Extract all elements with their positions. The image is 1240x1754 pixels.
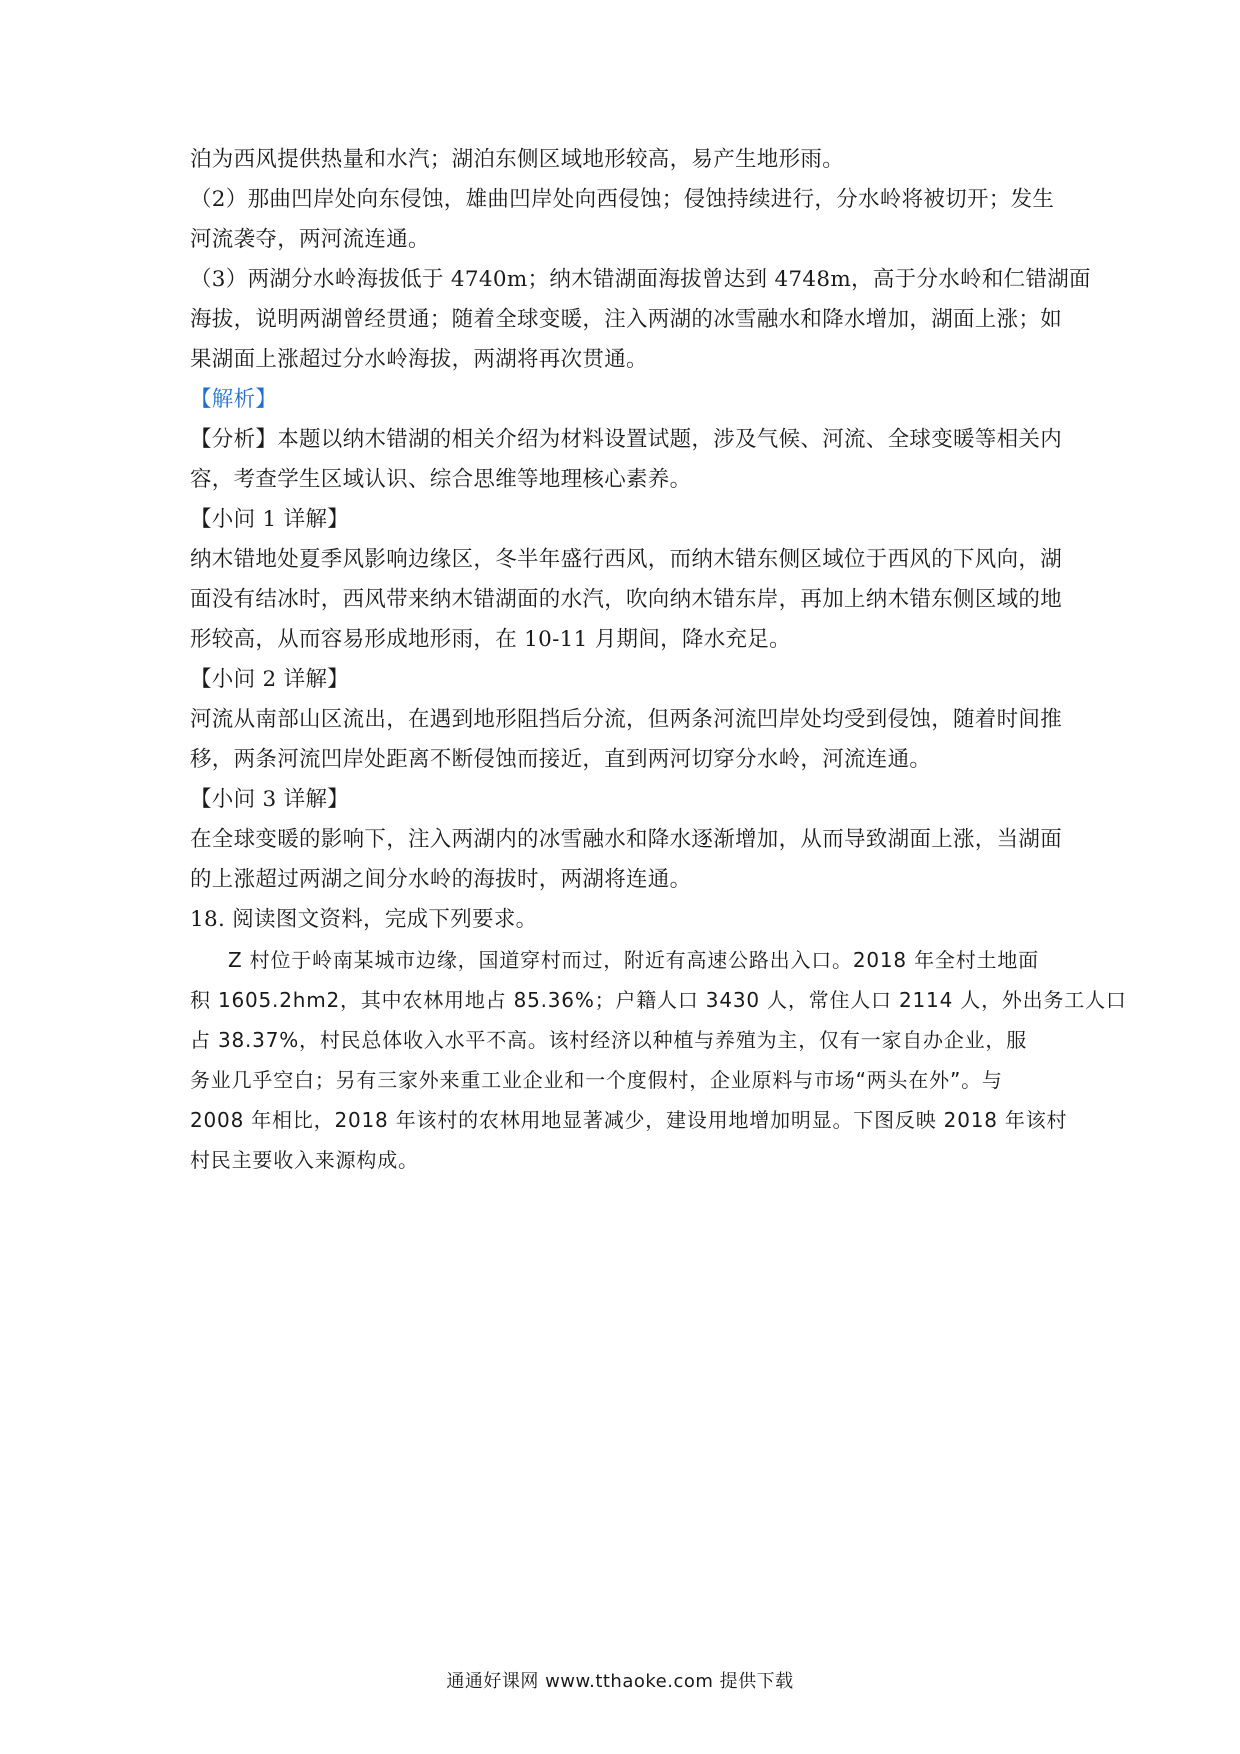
analysis-line: 【分析】本题以纳木错湖的相关介绍为材料设置试题，涉及气候、河流、全球变暖等相关内 [190,427,1063,452]
jiexi-label: 【解析】 [190,387,278,412]
q1-line: 面没有结冰时，西风带来纳木错湖面的水汽，吹向纳木错东岸，再加上纳木错东侧区域的地 [190,587,1063,612]
material-line: 村民主要收入来源构成。 [190,1148,419,1172]
q2-line: 移，两条河流凹岸处距离不断侵蚀而接近，直到两河切穿分水岭，河流连通。 [190,747,932,772]
material-line: 积 1605.2hm2，其中农林用地占 85.36%；户籍人口 3430 人，常住人口 2114 人，外出务工人口 [190,988,1127,1012]
material-line: 务业几乎空白；另有三家外来重工业企业和一个度假村，企业原料与市场“两头在外”。与 [190,1068,1003,1092]
material-line: Z 村位于岭南某城市边缘，国道穿村而过，附近有高速公路出入口。2018 年全村土地面 [228,948,1039,972]
answer-line: 河流袭夺，两河流连通。 [190,227,430,252]
q1-line: 形较高，从而容易形成地形雨，在 10-11 月期间，降水充足。 [190,627,791,652]
answer-line: 海拔，说明两湖曾经贯通；随着全球变暖，注入两湖的冰雪融水和降水增加，湖面上涨；如 [190,307,1063,332]
q3-line: 在全球变暖的影响下，注入两湖内的冰雪融水和降水逐渐增加，从而导致湖面上涨，当湖面 [190,827,1063,852]
answer-line: （3）两湖分水岭海拔低于 4740m；纳木错湖面海拔曾达到 4748m，高于分水岭和仁错湖面 [190,267,1091,292]
q1-line: 纳木错地处夏季风影响边缘区，冬半年盛行西风，而纳木错东侧区域位于西风的下风向，湖 [190,547,1063,572]
footer-watermark: 通通好课网 www.tthaoke.com 提供下载 [446,1671,794,1692]
document-body [190,140,1127,1180]
q1-heading: 【小问 1 详解】 [190,507,350,532]
answer-line: （2）那曲凹岸处向东侵蚀，雄曲凹岸处向西侵蚀；侵蚀持续进行，分水岭将被切开；发生 [190,187,1055,212]
q2-heading: 【小问 2 详解】 [190,667,350,692]
q2-line: 河流从南部山区流出，在遇到地形阻挡后分流，但两条河流凹岸处均受到侵蚀，随着时间推 [190,707,1063,732]
analysis-line: 容，考查学生区域认识、综合思维等地理核心素养。 [190,467,692,492]
answer-line: 果湖面上涨超过分水岭海拔，两湖将再次贯通。 [190,347,648,372]
material-line: 占 38.37%，村民总体收入水平不高。该村经济以种植与养殖为主，仅有一家自办企业，服 [190,1028,1028,1052]
q3-line: 的上涨超过两湖之间分水岭的海拔时，两湖将连通。 [190,867,692,892]
q3-heading: 【小问 3 详解】 [190,787,350,812]
material-line: 2008 年相比，2018 年该村的农林用地显著减少，建设用地增加明显。下图反映 2018 年该村 [190,1108,1068,1132]
answer-line: 泊为西风提供热量和水汽；湖泊东侧区域地形较高，易产生地形雨。 [190,147,845,172]
question-18-title: 18. 阅读图文资料，完成下列要求。 [190,907,538,932]
